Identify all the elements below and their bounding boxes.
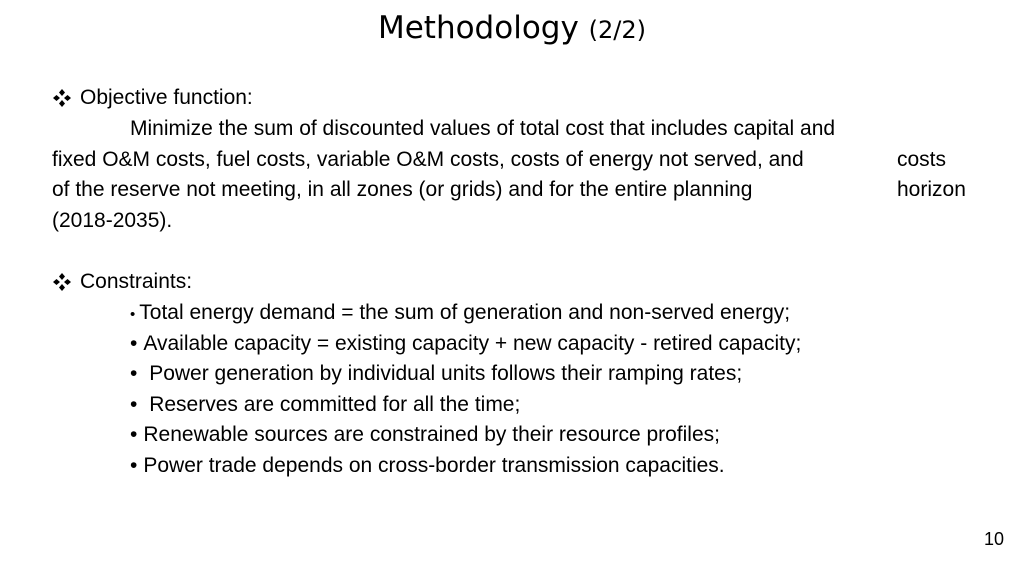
objective-line (52, 206, 835, 237)
objective-line-right: horizon (897, 178, 966, 201)
list-item (130, 390, 801, 421)
title-suffix: (2/2) (588, 16, 647, 44)
diamond-bullet-icon (52, 272, 74, 292)
list-item-text: Renewable sources are constrained by their resource profiles; (143, 423, 720, 446)
list-item-text: Reserves are committed for all the time; (143, 392, 521, 416)
slide-title (0, 8, 1024, 50)
list-item-text: Total energy demand = the sum of generation and non-served energy; (139, 301, 791, 324)
page-number: 10 (983, 529, 1004, 549)
list-item (130, 298, 801, 329)
constraints-list (130, 298, 801, 481)
list-item (130, 359, 801, 390)
list-item (130, 420, 801, 451)
objective-heading (52, 84, 253, 112)
title-text: Methodology (377, 10, 579, 46)
constraints-heading (52, 268, 192, 296)
bullet-dot: • (130, 362, 138, 385)
list-item-text: Power generation by individual units follows their ramping rates; (143, 362, 743, 385)
bullet-dot: • (130, 423, 138, 446)
bullet-dot: • (130, 392, 138, 416)
objective-line-text: Minimize the sum of discounted values of total cost that includes capital and (130, 117, 836, 140)
objective-line-text: (2018-2035). (52, 208, 173, 232)
objective-line (52, 145, 947, 176)
objective-paragraph (52, 114, 966, 236)
diamond-bullet-icon (52, 88, 74, 108)
list-item-text: Power trade depends on cross-border transmission capacities. (143, 453, 725, 477)
list-item-text: Available capacity = existing capacity + new capacity - retired capacity; (143, 331, 802, 355)
objective-line-text: fixed O&M costs, fuel costs, variable O&M costs, costs of energy not served, and (52, 147, 804, 171)
bullet-dot: • (130, 453, 138, 477)
bullet-dot: • (130, 306, 136, 323)
objective-line-text: of the reserve not meeting, in all zones (or grids) and for the entire planning (52, 178, 753, 201)
bullet-dot: • (130, 331, 138, 355)
list-item (130, 329, 801, 360)
objective-heading-label: Objective function: (80, 86, 253, 109)
objective-line (52, 175, 966, 206)
list-item (130, 451, 801, 482)
constraints-heading-label: Constraints: (80, 270, 193, 293)
objective-line (52, 114, 835, 145)
objective-line-right: costs (897, 147, 947, 171)
